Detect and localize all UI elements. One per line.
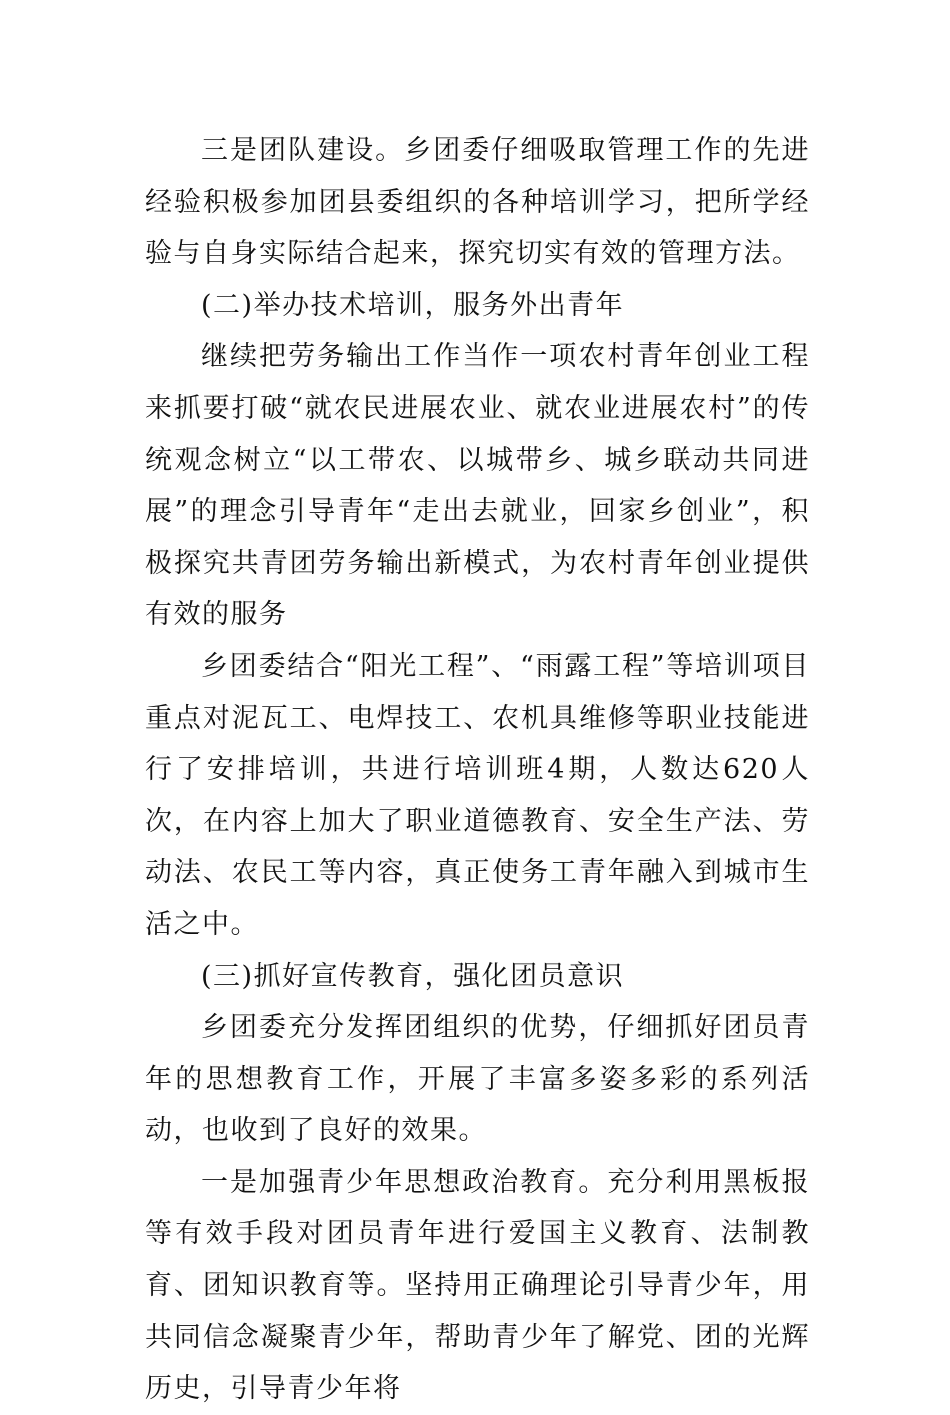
- paragraph-training: 乡团委结合“阳光工程”、“雨露工程”等培训项目重点对泥瓦工、电焊技工、农机具维修等职业技能进行了安排培训，共进行培训班4期，人数达620人次，在内容上加大了职业道德教育、安全生产法、劳动法、农民工等内容，真正使务工青年融入到城市生活之中。: [145, 650, 810, 940]
- paragraph-team-building: 三是团队建设。乡团委仔细吸取管理工作的先进经验积极参加团县委组织的各种培训学习，把所学经验与自身实际结合起来，探究切实有效的管理方法。: [145, 135, 810, 270]
- paragraph-labor-export: 继续把劳务输出工作当作一项农村青年创业工程来抓要打破“就农民进展农业、就农业进展农村”的传统观念树立“以工带农、以城带乡、城乡联动共同进展”的理念引导青年“走出去就业，回家乡创业”，积极探究共青团劳务输出新模式，为农村青年创业提供有效的服务: [145, 341, 810, 631]
- paragraph-ideological-work: 乡团委充分发挥团组织的优势，仔细抓好团员青年的思想教育工作，开展了丰富多姿多彩的系列活动，也收到了良好的效果。: [145, 1012, 810, 1147]
- document-body: [145, 125, 810, 1415]
- section-heading-3: (三)抓好宣传教育，强化团员意识: [201, 960, 625, 992]
- section-heading-2: (二)举办技术培训，服务外出青年: [201, 289, 625, 321]
- paragraph-political-education: 一是加强青少年思想政治教育。充分利用黑板报等有效手段对团员青年进行爱国主义教育、法制教育、团知识教育等。坚持用正确理论引导青少年，用共同信念凝聚青少年，帮助青少年了解党、团的光辉历史，引导青少年将: [145, 1166, 810, 1405]
